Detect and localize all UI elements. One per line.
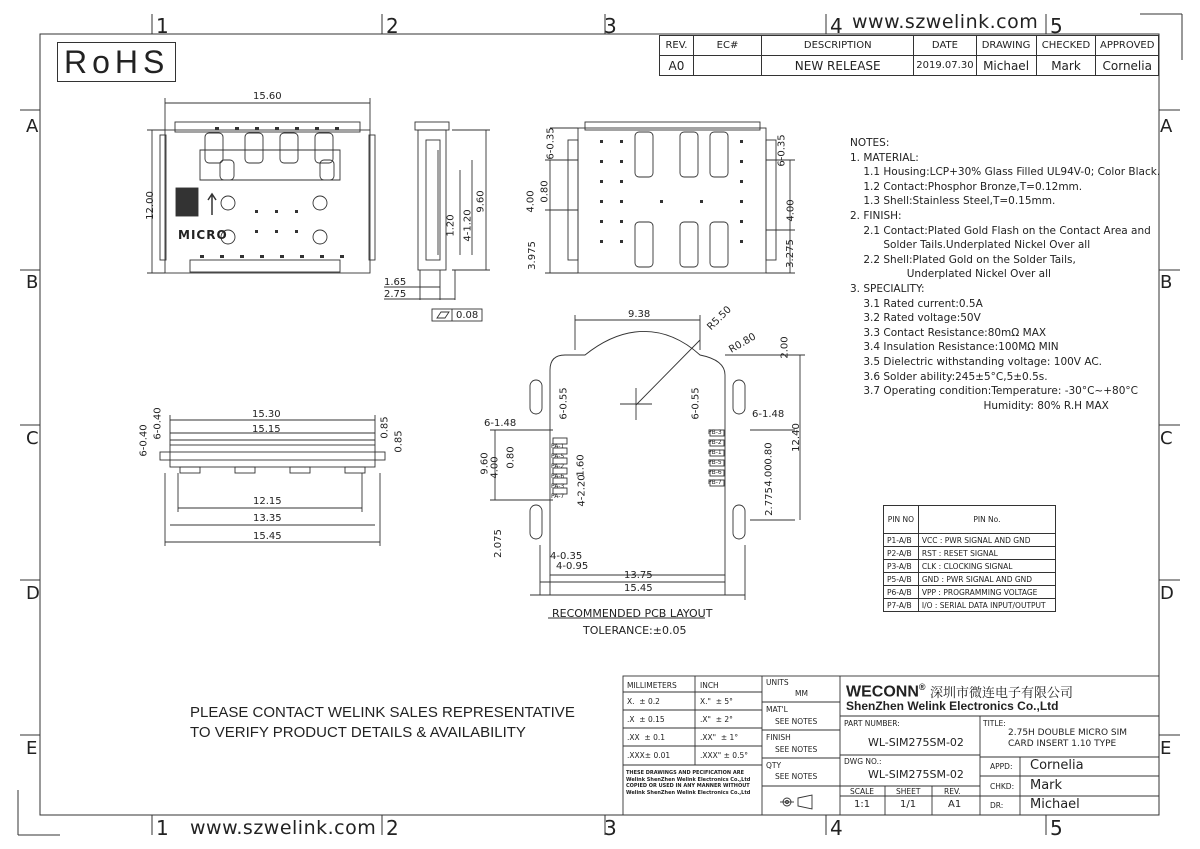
dim-pcb-9-38: 9.38 bbox=[628, 309, 651, 320]
tol-inch-header: INCH bbox=[700, 681, 719, 690]
dim-pcb-4-095: 4-0.95 bbox=[556, 561, 589, 572]
date-header: DATE bbox=[914, 36, 976, 56]
dim-pcb-2-00: 2.00 bbox=[779, 336, 791, 359]
qty-label: QTY bbox=[766, 761, 782, 770]
pcb-pad-labels-a: PA-1 PA-5 PA-2 PA-6 PA-3 PA-7 bbox=[551, 443, 565, 500]
dim-bottom-6-035-left: 6-0.35 bbox=[545, 127, 557, 160]
dr-value: Michael bbox=[1030, 797, 1080, 812]
grid-row-a-left: A bbox=[26, 116, 39, 137]
description-header: DESCRIPTION bbox=[762, 36, 914, 56]
grid-row-c-left: C bbox=[26, 428, 39, 449]
dim-front-15-45: 15.45 bbox=[253, 531, 282, 542]
dr-label: DR: bbox=[990, 801, 1004, 810]
dwg-no-label: DWG NO.: bbox=[844, 757, 882, 766]
grid-row-e-right: E bbox=[1160, 738, 1172, 759]
appd-label: APPD: bbox=[990, 762, 1013, 771]
dim-pcb-4-035: 4-0.35 bbox=[550, 551, 583, 562]
dim-side-2-75: 2.75 bbox=[384, 289, 407, 300]
scale-value: 1:1 bbox=[854, 799, 871, 810]
dim-pcb-13-75: 13.75 bbox=[624, 570, 653, 581]
pcb-pad-labels-b: PB-3 PB-2 PB-1 PB-5 PB-6 PB-7 bbox=[708, 429, 722, 486]
tol-row-1-inch: X." ± 5° bbox=[700, 697, 733, 706]
grid-col-4-top: 4 bbox=[830, 14, 843, 38]
drawing-header: DRAWING bbox=[976, 36, 1036, 56]
dim-side-1-65: 1.65 bbox=[384, 277, 407, 288]
dim-pcb-2-775: 2.775 bbox=[763, 487, 775, 516]
dim-front-15-30: 15.30 bbox=[252, 409, 281, 420]
matl-value: SEE NOTES bbox=[775, 717, 818, 726]
dim-flatness: 0.08 bbox=[456, 310, 479, 321]
sheet-label: SHEET bbox=[896, 787, 921, 796]
units-label: UNITS bbox=[766, 678, 789, 687]
finish-value: SEE NOTES bbox=[775, 745, 818, 754]
dim-bottom-6-035-right: 6-0.35 bbox=[776, 134, 788, 167]
units-value: MM bbox=[795, 689, 808, 698]
grid-col-3-top: 3 bbox=[604, 14, 617, 38]
url-bottom: www.szwelink.com bbox=[190, 817, 377, 839]
dim-bottom-3-975: 3.975 bbox=[526, 241, 538, 270]
dim-pcb-0-80-a: 0.80 bbox=[505, 446, 517, 469]
grid-row-e-left: E bbox=[26, 738, 38, 759]
rohs-badge: RoHS bbox=[57, 42, 176, 82]
company-en: ShenZhen Welink Electronics Co.,Ltd bbox=[846, 699, 1059, 713]
dim-pcb-4-00-a: 4.00 bbox=[489, 456, 501, 479]
sheet-value: 1/1 bbox=[900, 799, 917, 810]
drawing-value: Michael bbox=[976, 56, 1036, 76]
rev-label: REV. bbox=[944, 787, 961, 796]
grid-row-d-right: D bbox=[1160, 583, 1174, 604]
checked-value: Mark bbox=[1036, 56, 1096, 76]
disclaimer: THESE DRAWINGS AND PECIFICATION ARE Welink ShenZhen Welink Electronics Co.,Ltd COPIED OR USED IN ANY MANNER WITHOUT Welink ShenZhen Welink Electronics Co.,Ltd bbox=[626, 770, 751, 796]
dim-pcb-r080: R0.80 bbox=[727, 331, 759, 356]
approved-value: Cornelia bbox=[1096, 56, 1159, 76]
grid-row-a-right: A bbox=[1160, 116, 1173, 137]
grid-row-b-left: B bbox=[26, 272, 39, 293]
rev-value: A0 bbox=[660, 56, 694, 76]
grid-col-5-top: 5 bbox=[1050, 14, 1063, 38]
chkd-label: CHKD: bbox=[990, 782, 1015, 791]
dim-bottom-4-00-right: 4.00 bbox=[785, 199, 797, 222]
dim-bottom-3-275: 3.275 bbox=[784, 239, 796, 268]
date-value: 2019.07.30 bbox=[914, 56, 976, 76]
dim-pcb-6-148-a: 6-1.48 bbox=[484, 418, 517, 429]
dim-pcb-4-00-b: 4.00 bbox=[763, 464, 775, 487]
part-number: WL-SIM275SM-02 bbox=[868, 736, 964, 749]
dim-front-12-15: 12.15 bbox=[253, 496, 282, 507]
grid-row-d-left: D bbox=[26, 583, 40, 604]
pin-table: PIN NO PIN No. P1-A/B VCC : PWR SIGNAL AND GND P2-A/B RST : RESET SIGNAL P3-A/B CLK : CLOCKING SIGNAL P5-A/B GND : PWR SIGNAL AND GND P6-A/B VPP : PROGRAMMING VOLTAGE P7-A/B I/O : SERIAL DATA INPUT/OUTPUT bbox=[883, 505, 1056, 612]
tol-row-3-inch: .XX" ± 1° bbox=[700, 733, 739, 742]
pcb-tolerance: TOLERANCE:±0.05 bbox=[583, 624, 687, 637]
brand-logo: WECONN® bbox=[846, 682, 926, 701]
pcb-title: RECOMMENDED PCB LAYOUT bbox=[552, 607, 713, 620]
grid-col-3-bottom: 3 bbox=[604, 816, 617, 840]
dim-bottom-0-80: 0.80 bbox=[539, 180, 551, 203]
tol-row-4-mm: .XXX± 0.01 bbox=[627, 751, 671, 760]
grid-col-2-top: 2 bbox=[386, 14, 399, 38]
description-value: NEW RELEASE bbox=[762, 56, 914, 76]
scale-label: SCALE bbox=[850, 787, 875, 796]
dim-front-13-35: 13.35 bbox=[253, 513, 282, 524]
dim-front-0-85-b: 0.85 bbox=[393, 430, 405, 453]
dim-pcb-4-220: 4-2.20 bbox=[576, 474, 588, 507]
grid-col-1-bottom: 1 bbox=[156, 816, 169, 840]
dim-pcb-6-055-a: 6-0.55 bbox=[558, 387, 570, 420]
rev-value: A1 bbox=[948, 799, 962, 810]
ec-header: EC# bbox=[693, 36, 761, 56]
dim-front-6-040-b: 6-0.40 bbox=[152, 407, 164, 440]
dim-side-1-20: 1.20 bbox=[445, 214, 457, 237]
dim-pcb-r550: R5.50 bbox=[705, 304, 734, 333]
tol-row-3-mm: .XX ± 0.1 bbox=[627, 733, 666, 742]
title-line-2: CARD INSERT 1.10 TYPE bbox=[1008, 739, 1117, 749]
tol-row-2-inch: .X" ± 2° bbox=[700, 715, 733, 724]
dim-side-4-120: 4-1.20 bbox=[462, 209, 474, 242]
grid-row-c-right: C bbox=[1160, 428, 1173, 449]
grid-row-b-right: B bbox=[1160, 272, 1173, 293]
notes-title: NOTES: bbox=[850, 137, 890, 149]
dim-side-9-60: 9.60 bbox=[475, 190, 487, 213]
dim-pcb-2-075: 2.075 bbox=[492, 529, 504, 558]
company-cn: 深圳市微连电子有限公司 bbox=[930, 686, 1074, 701]
dim-front-6-040-a: 6-0.40 bbox=[138, 424, 150, 457]
dim-pcb-1-60: 1.60 bbox=[575, 454, 587, 477]
tol-mm-header: MILLIMETERS bbox=[627, 681, 677, 690]
grid-col-2-bottom: 2 bbox=[386, 816, 399, 840]
dim-top-width: 15.60 bbox=[253, 91, 282, 102]
grid-col-4-bottom: 4 bbox=[830, 816, 843, 840]
title-line-1: 2.75H DOUBLE MICRO SIM bbox=[1008, 728, 1128, 738]
micro-label: MICRO bbox=[178, 228, 228, 242]
tol-row-4-inch: .XXX" ± 0.5° bbox=[700, 751, 748, 760]
dim-front-15-15: 15.15 bbox=[252, 424, 281, 435]
url-top: www.szwelink.com bbox=[852, 11, 1039, 33]
dim-pcb-15-45: 15.45 bbox=[624, 583, 653, 594]
dim-top-height: 12.00 bbox=[144, 191, 156, 220]
dim-front-0-85-a: 0.85 bbox=[379, 416, 391, 439]
dim-pcb-0-80-b: 0.80 bbox=[763, 442, 775, 465]
part-number-label: PART NUMBER: bbox=[844, 719, 900, 728]
grid-col-1-top: 1 bbox=[156, 14, 169, 38]
tol-row-1-mm: X. ± 0.2 bbox=[627, 697, 660, 706]
checked-header: CHECKED bbox=[1036, 36, 1096, 56]
chkd-value: Mark bbox=[1030, 778, 1063, 793]
contact-notice: PLEASE CONTACT WELINK SALES REPRESENTATIVE TO VERIFY PRODUCT DETAILS & AVAILABILITY bbox=[190, 704, 575, 741]
matl-label: MAT'L bbox=[766, 705, 788, 714]
tol-row-2-mm: .X ± 0.15 bbox=[627, 715, 665, 724]
title-label: TITLE: bbox=[983, 719, 1006, 728]
dim-pcb-9-60: 9.60 bbox=[479, 452, 491, 475]
approved-header: APPROVED bbox=[1096, 36, 1159, 56]
dim-pcb-12-40: 12.40 bbox=[790, 423, 802, 452]
rev-header: REV. bbox=[660, 36, 694, 56]
dim-pcb-6-148-b: 6-1.48 bbox=[752, 409, 785, 420]
dim-bottom-4-00-left: 4.00 bbox=[525, 190, 537, 213]
notes-block: NOTES: 1. MATERIAL: 1.1 Housing:LCP+30% Glass Filled UL94V-0; Color Black. 1.2 Contact:Phosphor Bronze,T=0.12mm. 1.3 Shell:Stainless Steel,T=0.15mm. 2. FINISH: 2.1 Contact:Plated Gold Flash on the Contact Area and Solder Tails.Underplated Nickel Over all 2.2 Shell:Plated Gold on the Solder Tails, Underplated Nickel Over all 3. SPECIALITY: 3.1 Rated current:0.5A 3.2 Rated voltage:50V 3.3 Contact Resistance:80mΩ MAX 3.4 Insulation Resistance:100MΩ MIN 3.5 Dielectric withstanding voltage: 100V AC. 3.6 Solder ability:245±5°C,5±0.5s. 3.7 Operating condition:Temperature: -30°C~+80°C Humidity: 80% R.H MAX bbox=[850, 137, 1161, 412]
grid-col-5-bottom: 5 bbox=[1050, 816, 1063, 840]
dim-pcb-6-055-b: 6-0.55 bbox=[690, 387, 702, 420]
qty-value: SEE NOTES bbox=[775, 772, 818, 781]
appd-value: Cornelia bbox=[1030, 758, 1084, 773]
finish-label: FINISH bbox=[766, 733, 791, 742]
dwg-no: WL-SIM275SM-02 bbox=[868, 768, 964, 781]
